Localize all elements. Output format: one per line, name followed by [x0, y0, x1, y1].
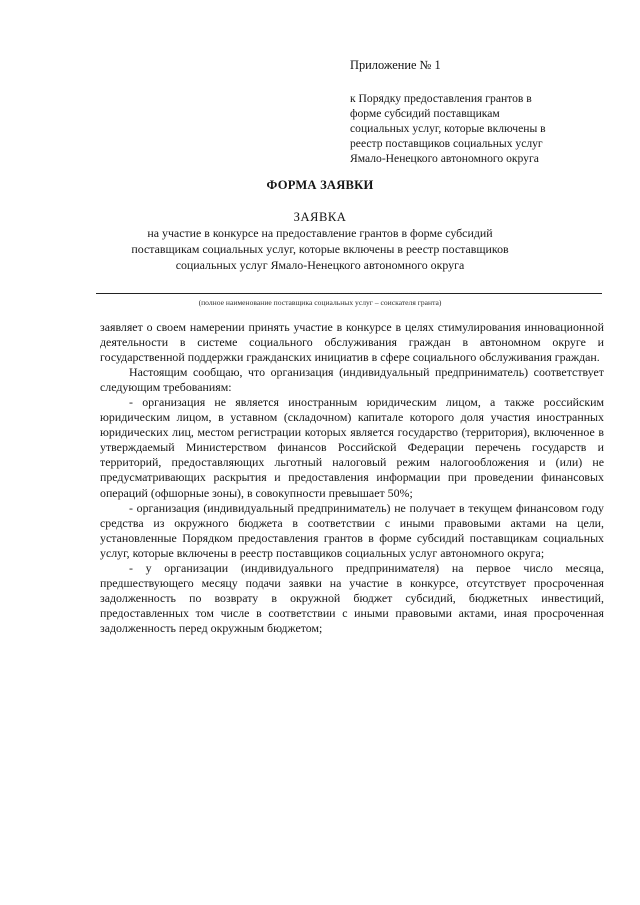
appendix-line: реестр поставщиков социальных услуг: [350, 137, 543, 150]
appendix-line: Ямало-Ненецкого автономного округа: [350, 152, 539, 165]
appendix-line: форме субсидий поставщикам: [350, 107, 500, 120]
application-heading: ЗАЯВКА: [293, 210, 347, 224]
form-title: ФОРМА ЗАЯВКИ: [266, 178, 374, 192]
application-subtitle-line: поставщикам социальных услуг, которые включены в реестр поставщиков: [131, 242, 509, 256]
appendix-line: социальных услуг, которые включены в: [350, 122, 546, 135]
requirement-item: - организация не является иностранным юридическим лицом, а также российским юридическим лицом, в уставном (складочном) капитале которого доля участия иностранных юридических лиц, местом регистрации которых является государство (территория), включенное в утверждаемый Министерством финансов Российской Федерации перечень государств и территорий, предоставляющих льготный налоговый режим налогообложения и (или) не предусматривающих раскрытия и предоставления информации при проведении финансовых операций (офшорные зоны), в совокупности превышает 50%;: [100, 395, 604, 500]
application-subtitle: [0, 225, 640, 273]
paragraph-intention: заявляет о своем намерении принять участие в конкурсе в целях стимулирования инновационной деятельности в системе социального обслуживания граждан в автономном округе и государственной поддержки гражданских инициатив в сфере социального обслуживания граждан.: [100, 320, 604, 365]
appendix-block: [350, 58, 625, 166]
appendix-line: к Порядку предоставления грантов в: [350, 92, 532, 105]
requirement-item: - у организации (индивидуального предпринимателя) на первое число месяца, предшествующего месяцу подачи заявки на участие в конкурсе, отсутствует просроченная задолженность по возврату в окружной бюджет субсидий, бюджетных инвестиций, предоставленных том числе в соответствии с иными правовыми актами, иная просроченная задолженность перед окружным бюджетом;: [100, 560, 604, 635]
application-subtitle-line: социальных услуг Ямало-Ненецкого автономного округа: [175, 258, 465, 272]
application-subtitle-line: на участие в конкурсе на предоставление грантов в форме субсидий: [147, 226, 493, 240]
requirement-item: - организация (индивидуальный предприниматель) не получает в текущем финансовом году средства из окружного бюджета в соответствии с иными правовыми актами на цели, установленные Порядком предоставления грантов в форме субсидий поставщикам социальных услуг, которые включены в реестр поставщиков социальных услуг автономного округа;: [100, 500, 604, 560]
applicant-name-caption: (полное наименование поставщика социальных услуг – соискателя гранта): [198, 298, 442, 307]
applicant-name-blank-line: [96, 293, 602, 294]
appendix-title: Приложение № 1: [350, 58, 441, 72]
application-body: [100, 320, 604, 636]
paragraph-compliance: Настоящим сообщаю, что организация (индивидуальный предприниматель) соответствует следующим требованиям:: [100, 365, 604, 395]
